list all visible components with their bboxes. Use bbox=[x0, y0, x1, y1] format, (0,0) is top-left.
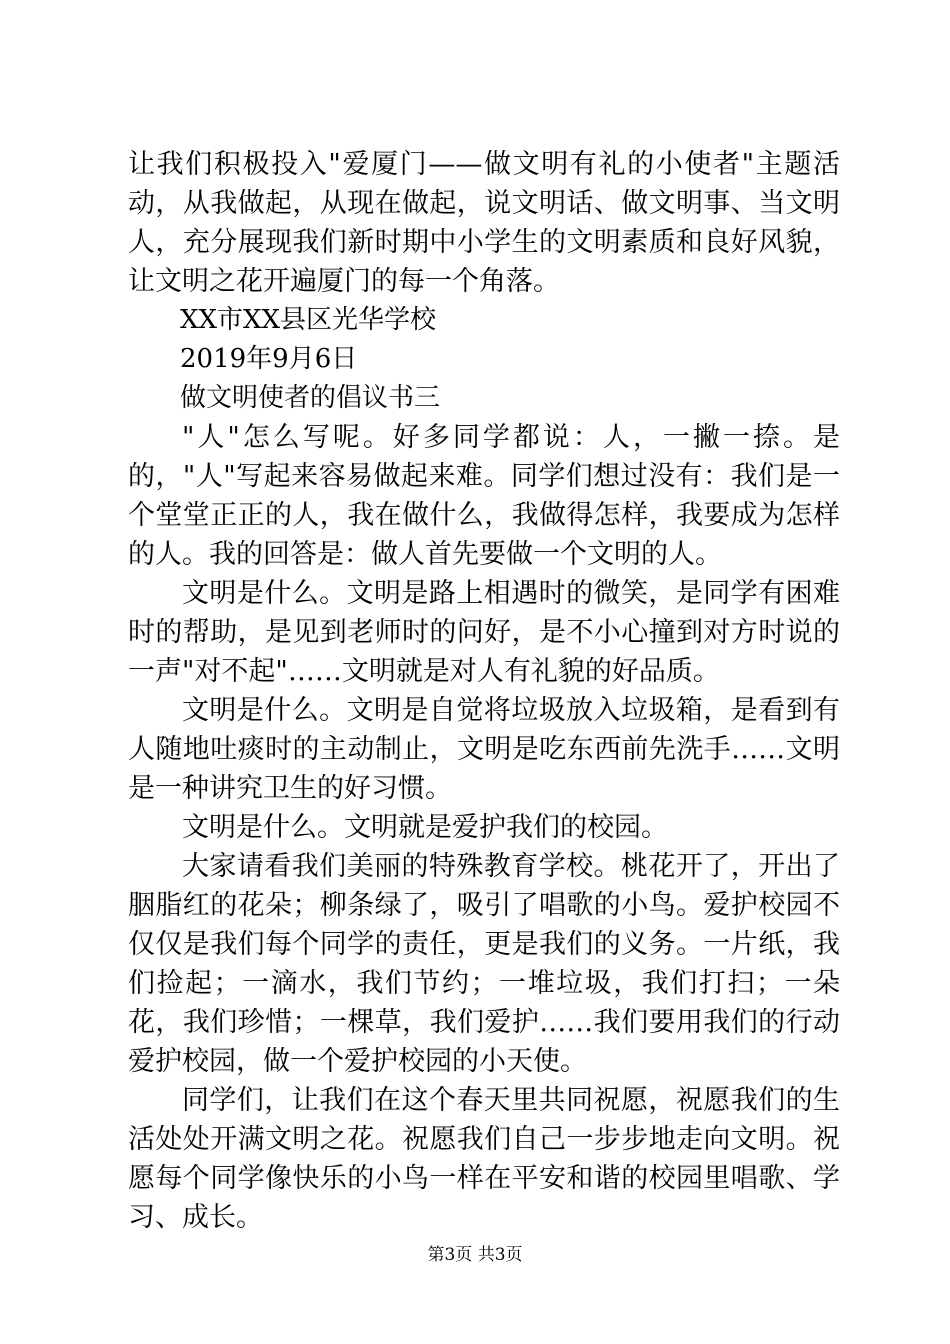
signature-date: 2019年9月6日 bbox=[180, 344, 358, 374]
document-body bbox=[128, 145, 840, 1237]
paragraph-wishes: 同学们，让我们在这个春天里共同祝愿，祝愿我们的生活处处开满文明之花。祝愿我们自己一步步地走向文明。祝愿每个同学像快乐的小鸟一样在平安和谐的校园里唱歌、学习、成长。 bbox=[128, 1085, 840, 1233]
paragraph-campus: 大家请看我们美丽的特殊教育学校。桃花开了，开出了胭脂红的花朵；柳条绿了，吸引了唱歌的小鸟。爱护校园不仅仅是我们每个同学的责任，更是我们的义务。一片纸，我们捡起；一滴水，我们节约；一堆垃圾，我们打扫；一朵花，我们珍惜；一棵草，我们爱护……我们要用我们的行动爱护校园，做一个爱护校园的小天使。 bbox=[128, 851, 840, 1077]
paragraph-person: "人"怎么写呢。好多同学都说：人，一撇一捺。是的，"人"写起来容易做起来难。同学们想过没有：我们是一个堂堂正正的人，我在做什么，我做得怎样，我要成为怎样的人。我的回答是：做人首先要做一个文明的人。 bbox=[128, 422, 840, 570]
paragraph-civility-courtesy: 文明是什么。文明是路上相遇时的微笑，是同学有困难时的帮助，是见到老师时的问好，是不小心撞到对方时说的一声"对不起"……文明就是对人有礼貌的好品质。 bbox=[128, 578, 840, 687]
section-title: 做文明使者的倡议书三 bbox=[180, 383, 441, 413]
page-number-footer: 第3页 共3页 bbox=[427, 1245, 523, 1265]
paragraph-civility-hygiene: 文明是什么。文明是自觉将垃圾放入垃圾箱，是看到有人随地吐痰时的主动制止，文明是吃东西前先洗手……文明是一种讲究卫生的好习惯。 bbox=[128, 695, 840, 804]
paragraph-intro: 让我们积极投入"爱厦门——做文明有礼的小使者"主题活动，从我做起，从现在做起，说文明话、做文明事、当文明人，充分展现我们新时期中小学生的文明素质和良好风貌，让文明之花开遍厦门的每一个角落。 bbox=[128, 149, 840, 297]
paragraph-civility-campus: 文明是什么。文明就是爱护我们的校园。 bbox=[182, 812, 668, 843]
signature-school: XX市XX县区光华学校 bbox=[180, 305, 437, 335]
